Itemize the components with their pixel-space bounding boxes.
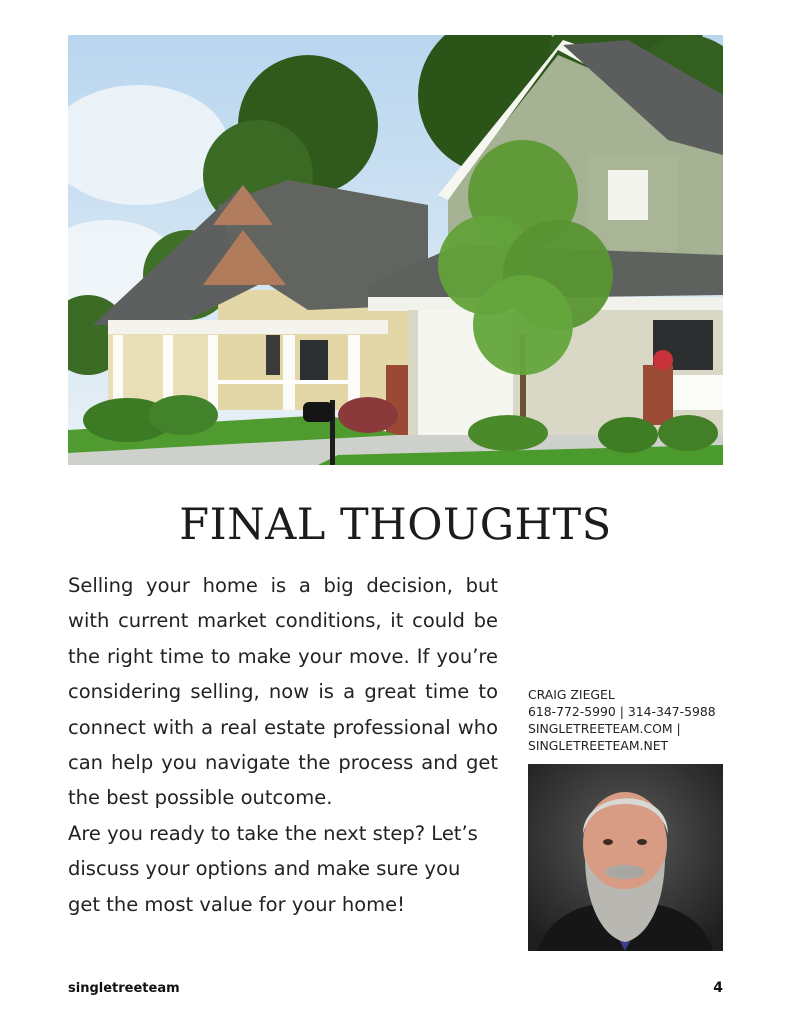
footer-brand: singletreeteam xyxy=(68,981,180,996)
body-text xyxy=(68,568,498,922)
body-paragraph-1: Selling your home is a big decision, but with current market conditions, it could be the right time to make your move. If you’re considering selling, now is a great time to connect with a real estate professional who can help you navigate the process and get the best possible outcome. xyxy=(68,574,498,810)
page-title: FINAL THOUGHTS xyxy=(179,500,612,550)
body-paragraph-2: Are you ready to take the next step? Let’s discuss your options and make sure you get the most value for your home! xyxy=(68,821,478,916)
house-photo xyxy=(68,35,723,465)
contact-block xyxy=(528,686,728,754)
agent-name: CRAIG ZIEGEL xyxy=(528,687,615,702)
page-number: 4 xyxy=(713,980,723,996)
agent-portrait xyxy=(528,764,723,951)
agent-website-1: SINGLETREETEAM.COM | xyxy=(528,721,681,736)
agent-website-2: SINGLETREETEAM.NET xyxy=(528,738,669,753)
agent-phones: 618-772-5990 | 314-347-5988 xyxy=(528,704,716,719)
